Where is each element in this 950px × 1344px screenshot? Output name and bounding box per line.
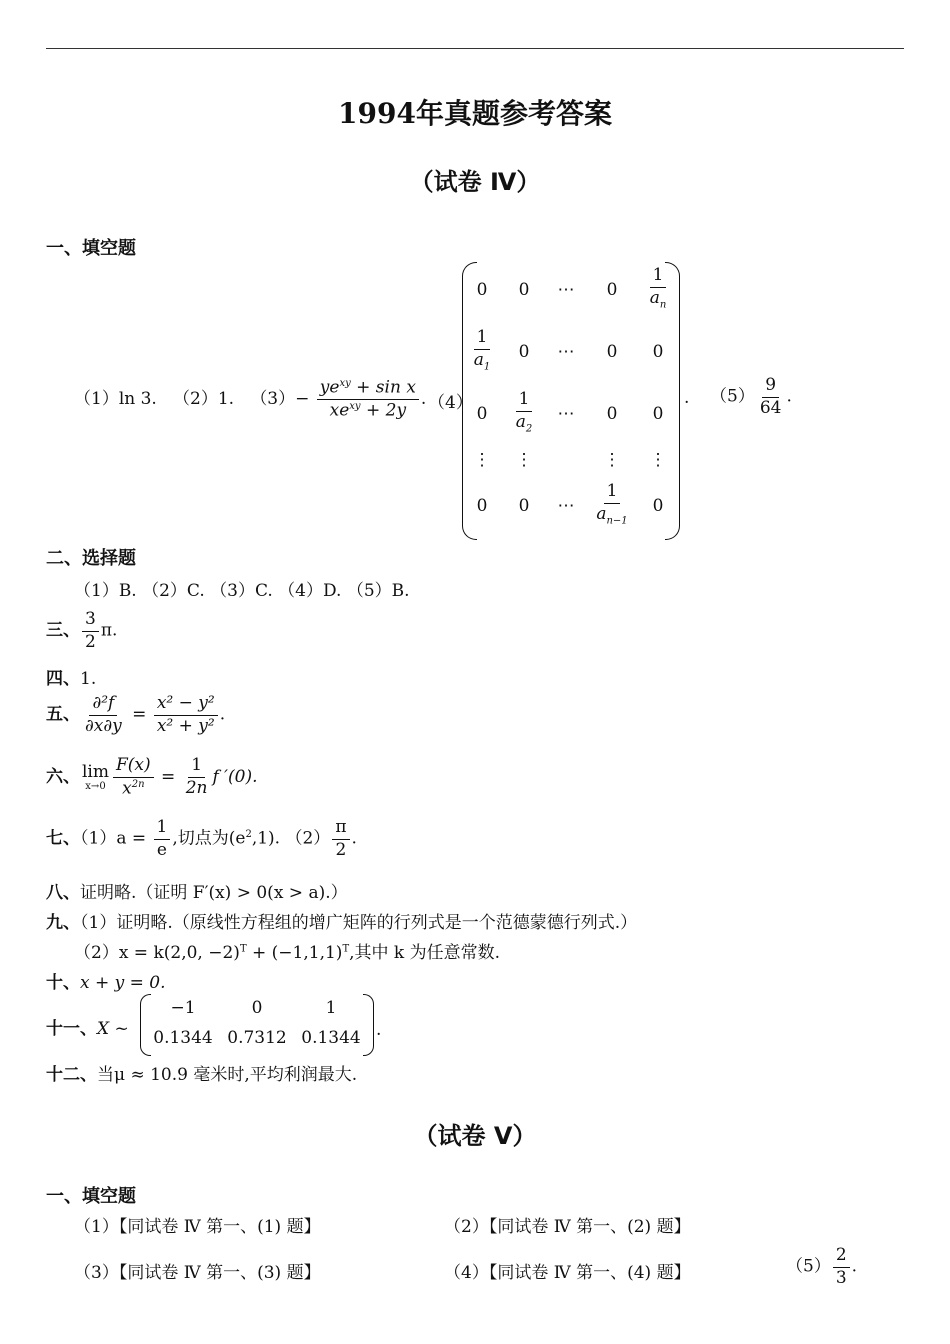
s3-label: 三、 [46,620,80,641]
m-r4c1: ⋮ [473,450,491,470]
section-9-line2 [74,938,500,963]
s7-mid: ,切点为(e [172,828,246,849]
m-r2c1-sub: 1 [483,360,491,372]
s6-rnum: 1 [188,756,205,778]
s8-text: 证明略.（证明 F′(x) > 0(x > a).） [80,883,348,903]
dist-r1c2: 0 [251,998,263,1018]
fill-a1: （1）ln 3. [74,389,157,410]
fill-answers-row [74,378,426,421]
s9-sup1: T [239,943,247,955]
fill-a3-fraction [317,378,419,421]
section-10 [46,968,166,993]
s9-l1: （1）证明略.（原线性方程组的增广矩阵的行列式是一个范德蒙德行列式.） [80,913,638,933]
m-r1c5-a: a [649,287,660,308]
s6-den: x [122,778,132,799]
s5-rden: x² + y² [156,715,215,736]
s9-l2: （2）x = k(2,0, −2) [74,943,240,963]
s6-rden: 2n [185,777,208,798]
paper5-f1: （1）【同试卷 Ⅳ 第一、(1) 题】 [74,1217,321,1237]
s5-eq: = [126,704,152,725]
top-rule [46,48,904,49]
p5-f5-end: . [851,1256,858,1277]
paper5-f3: （3）【同试卷 Ⅳ 第一、(3) 题】 [74,1263,321,1283]
section-6 [46,756,258,799]
s7-mid2: ,1). （2） [251,828,331,849]
m-r5c4-a: a [596,503,607,524]
m-r1c5 [638,266,678,310]
s7-sup: 2 [245,828,252,840]
distribution-table [140,994,374,1054]
s7-label: 七、 [46,828,80,849]
s5-label: 五、 [46,704,80,725]
m-r1c4: 0 [606,280,618,300]
a3-num: ye [319,377,340,398]
m-r3c2-sub: 2 [525,422,533,434]
s5-lnum: ∂²f [89,694,117,716]
s10-text: x + y = 0. [80,973,166,993]
m-r5c4-num: 1 [604,482,621,504]
m-r3c4: 0 [606,404,618,424]
s5-rnum: x² − y² [154,694,218,716]
s10-label: 十、 [46,973,80,993]
m-r2c2: 0 [518,342,530,362]
m-r1c5-num: 1 [650,266,667,288]
dist-r1c1: −1 [170,998,196,1018]
s7-a: （1）a = [80,828,152,849]
inverse-matrix [462,262,680,538]
m-r2c1-a: a [473,349,484,370]
section-7 [46,818,357,860]
m-r4c4: ⋮ [603,450,621,470]
s9-sup2: T [342,943,350,955]
s9-label: 九、 [46,913,80,933]
s11-lead: X ~ [97,1019,129,1039]
s7-num2: π [332,818,349,840]
a3-den-tail: + 2y [360,400,407,421]
s3-num: 3 [82,610,99,632]
a3-den: xe [329,400,350,421]
m-r1c3: ⋯ [557,280,575,300]
a3-num-sup: xy [339,378,351,389]
m-r3c2 [504,390,544,434]
m-r5c2: 0 [518,496,530,516]
m-r3c5: 0 [652,404,664,424]
m-r2c4: 0 [606,342,618,362]
m-r5c1: 0 [476,496,488,516]
s7-den2: 2 [335,839,347,860]
a5-den: 64 [759,397,782,418]
section-11 [46,1014,129,1039]
s6-tail: f ′(0). [212,766,258,787]
m-r2c1-num: 1 [474,328,491,350]
m-r5c4 [586,482,638,526]
fill-a4-label: （4） [428,393,473,413]
p5-f5-label: （5） [786,1256,831,1277]
paper5-f2: （2）【同试卷 Ⅳ 第一、(2) 题】 [444,1217,691,1237]
m-r2c3: ⋯ [557,342,575,362]
s6-label: 六、 [46,766,80,787]
s11-label: 十一、 [46,1019,97,1039]
s7-num: 1 [154,818,171,840]
m-r5c4-sub: n−1 [606,514,628,526]
dist-r2c3: 0.1344 [301,1028,361,1048]
a5-end: . [786,386,792,407]
choice-answers: （1）B. （2）C. （3）C. （4）D. （5）B. [74,581,410,601]
dist-r2c1: 0.1344 [153,1028,213,1048]
a3-end: . [420,389,427,410]
section-9-line1 [46,908,637,933]
m-r1c2: 0 [518,280,530,300]
s7-end: . [351,828,357,849]
m-r3c2-num: 1 [516,390,533,412]
paper5-heading: （试卷 Ⅴ） [413,1122,537,1150]
paper5-fill-heading: 一、填空题 [46,1186,136,1207]
paper5-f4: （4）【同试卷 Ⅳ 第一、(4) 题】 [444,1263,691,1283]
paper5-f5 [786,1246,857,1288]
m-r1c1: 0 [476,280,488,300]
s8-label: 八、 [46,883,80,903]
a5-fraction [757,376,785,418]
s3-den: 2 [85,631,96,652]
s6-num: F(x) [113,756,154,778]
m-r1c5-sub: n [659,298,667,310]
section-4 [46,664,96,689]
section-fill-heading: 一、填空题 [46,238,136,259]
m-r2c1 [462,328,502,372]
s9-tail: ,其中 k 为任意常数. [349,943,501,963]
a3-den-sup: xy [349,401,361,413]
p5-f5-den: 3 [835,1267,847,1288]
fill-a2: （2）1. [173,389,235,410]
a5-num: 9 [762,376,779,398]
s12-text: 当μ ≈ 10.9 毫米时,平均利润最大. [97,1065,358,1085]
m-r3c3: ⋯ [557,404,575,424]
section-5 [46,694,225,736]
fill-a5 [710,376,792,418]
dist-r2c2: 0.7312 [227,1028,287,1048]
s5-lden: ∂x∂y [85,715,122,736]
m-r3c1: 0 [476,404,488,424]
section-choice-heading: 二、选择题 [46,548,136,569]
a3-num-tail: + sin x [350,377,416,398]
s5-end: . [219,704,226,725]
m-r4c2: ⋮ [515,450,533,470]
m-r2c5: 0 [652,342,664,362]
s6-den-sup: 2n [131,778,145,790]
m-r5c3: ⋯ [557,496,575,516]
s3-tail: π. [100,620,118,641]
s7-den: e [156,839,167,860]
s12-label: 十二、 [46,1065,97,1085]
paper4-heading: （试卷 Ⅳ） [409,168,541,196]
s6-eq: = [155,766,181,787]
m-r3c2-a: a [515,411,526,432]
section-8 [46,878,348,903]
s6-lim-sub: x→0 [85,781,106,793]
page-title: 1994年真题参考答案 [338,97,612,130]
p5-f5-num: 2 [833,1246,850,1268]
fill-a3-label: （3）− [250,389,310,410]
fill-a4-end: . [684,388,690,408]
m-r4c5: ⋮ [649,450,667,470]
s11-end: . [376,1020,382,1040]
a5-label: （5） [710,386,755,407]
section-12 [46,1060,357,1085]
m-r5c5: 0 [652,496,664,516]
s6-lim: lim [82,761,109,782]
s4-label: 四、 [46,669,80,689]
s4-text: 1. [80,669,97,689]
dist-r1c3: 1 [325,998,337,1018]
section-3 [46,610,117,652]
s9-mid: + (−1,1,1) [246,943,343,963]
